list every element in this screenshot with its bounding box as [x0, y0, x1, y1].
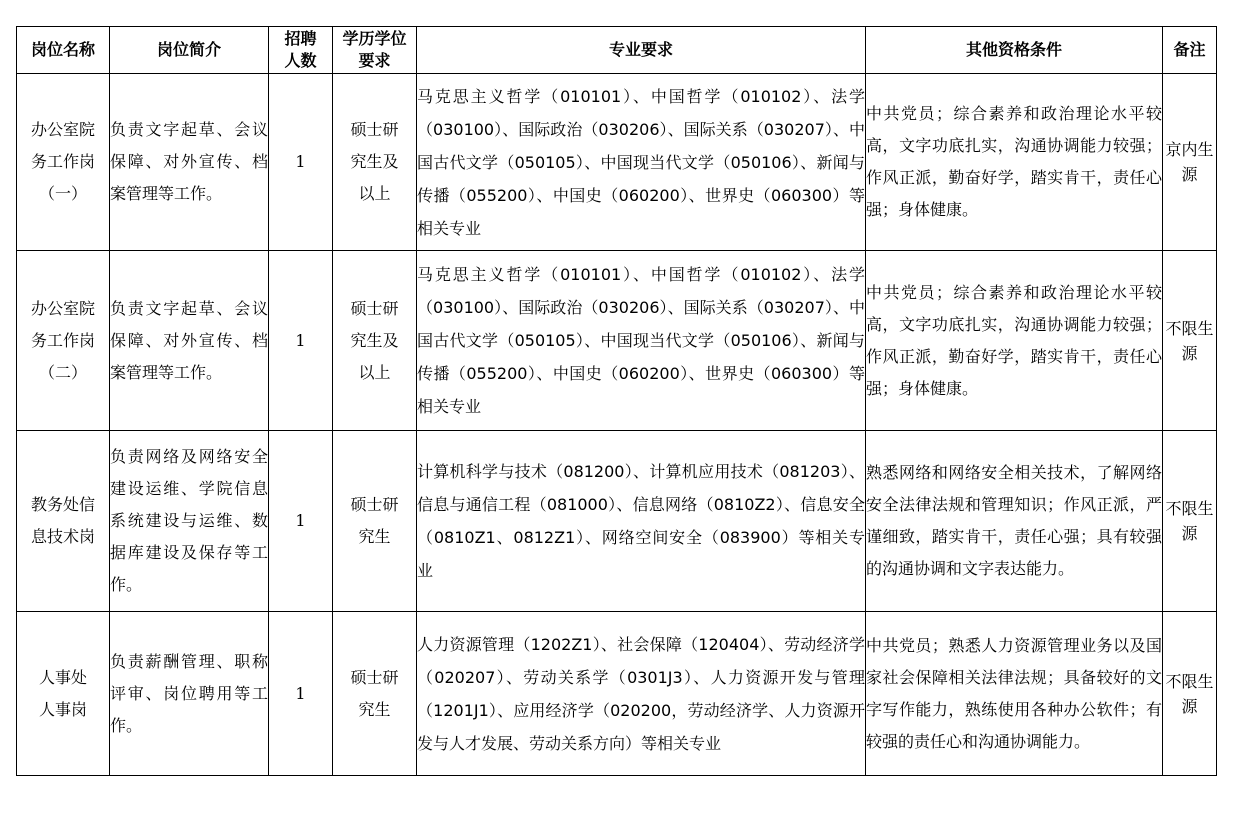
education-requirement: 硕士研究生	[350, 495, 399, 546]
education-cell	[333, 431, 417, 612]
header-note: 备注	[1163, 27, 1217, 74]
position-name-cell	[17, 251, 110, 431]
hire-count: 1	[269, 612, 333, 776]
header-other-requirements: 其他资格条件	[866, 27, 1163, 74]
header-major: 专业要求	[417, 27, 866, 74]
education-cell	[333, 612, 417, 776]
education-requirement: 硕士研究生	[350, 667, 399, 719]
table-row	[17, 431, 1217, 612]
major-requirement: 马克思主义哲学（010101）、中国哲学（010102）、法学（030100）、国际政治（030206）、国际关系（030207）、中国古代文学（050105）、中国现当代文学（050106）、新闻与传播（055200）、中国史（060200）、世界史（060300）等相关专业	[417, 74, 866, 251]
education-cell	[333, 251, 417, 431]
major-requirement: 马克思主义哲学（010101）、中国哲学（010102）、法学（030100）、国际政治（030206）、国际关系（030207）、中国古代文学（050105）、中国现当代文学（050106）、新闻与传播（055200）、中国史（060200）、世界史（060300）等相关专业	[417, 251, 866, 431]
other-requirements: 中共党员；综合素养和政治理论水平较高，文字功底扎实，沟通协调能力较强；作风正派，勤奋好学，踏实肯干，责任心强；身体健康。	[866, 251, 1163, 431]
other-requirements: 中共党员；综合素养和政治理论水平较高，文字功底扎实，沟通协调能力较强；作风正派，勤奋好学，踏实肯干，责任心强；身体健康。	[866, 74, 1163, 251]
other-requirements: 中共党员；熟悉人力资源管理业务以及国家社会保障相关法律法规；具备较好的文字写作能力，熟练使用各种办公软件；有较强的责任心和沟通协调能力。	[866, 612, 1163, 776]
position-desc: 负责文字起草、会议保障、对外宣传、档案管理等工作。	[110, 251, 269, 431]
header-position-name: 岗位名称	[17, 27, 110, 74]
position-name-cell	[17, 612, 110, 776]
hire-count: 1	[269, 74, 333, 251]
header-education-label: 学历学位要求	[342, 29, 407, 70]
education-requirement: 硕士研究生及以上	[350, 120, 399, 203]
position-name: 人事处人事岗	[38, 667, 87, 719]
position-name: 办公室院务工作岗（一）	[30, 120, 95, 203]
table-header-row	[17, 27, 1217, 74]
note: 不限生源	[1163, 251, 1217, 431]
education-requirement: 硕士研究生及以上	[350, 298, 399, 382]
hire-count: 1	[269, 251, 333, 431]
recruitment-table	[16, 26, 1217, 776]
table-row	[17, 251, 1217, 431]
education-cell	[333, 74, 417, 251]
position-name-cell	[17, 74, 110, 251]
note: 不限生源	[1163, 612, 1217, 776]
note: 不限生源	[1163, 431, 1217, 612]
major-requirement: 计算机科学与技术（081200）、计算机应用技术（081203）、信息与通信工程（081000）、信息网络（0810Z2）、信息安全（0810Z1、0812Z1）、网络空间安全（083900）等相关专业	[417, 431, 866, 612]
header-education	[333, 27, 417, 74]
table-row	[17, 612, 1217, 776]
note: 京内生源	[1163, 74, 1217, 251]
hire-count: 1	[269, 431, 333, 612]
header-position-desc: 岗位简介	[110, 27, 269, 74]
header-count-label: 招聘人数	[284, 29, 317, 70]
position-name: 办公室院务工作岗（二）	[30, 298, 95, 382]
position-desc: 负责网络及网络安全建设运维、学院信息系统建设与运维、数据库建设及保存等工作。	[110, 431, 269, 612]
position-name: 教务处信息技术岗	[30, 495, 95, 546]
position-desc: 负责文字起草、会议保障、对外宣传、档案管理等工作。	[110, 74, 269, 251]
position-name-cell	[17, 431, 110, 612]
position-desc: 负责薪酬管理、职称评审、岗位聘用等工作。	[110, 612, 269, 776]
header-count	[269, 27, 333, 74]
other-requirements: 熟悉网络和网络安全相关技术，了解网络安全法律法规和管理知识；作风正派，严谨细致，踏实肯干，责任心强；具有较强的沟通协调和文字表达能力。	[866, 431, 1163, 612]
major-requirement: 人力资源管理（1202Z1）、社会保障（120404）、劳动经济学（020207）、劳动关系学（0301J3）、人力资源开发与管理（1201J1）、应用经济学（020200，劳动经济学、人力资源开发与人才发展、劳动关系方向）等相关专业	[417, 612, 866, 776]
table-row	[17, 74, 1217, 251]
